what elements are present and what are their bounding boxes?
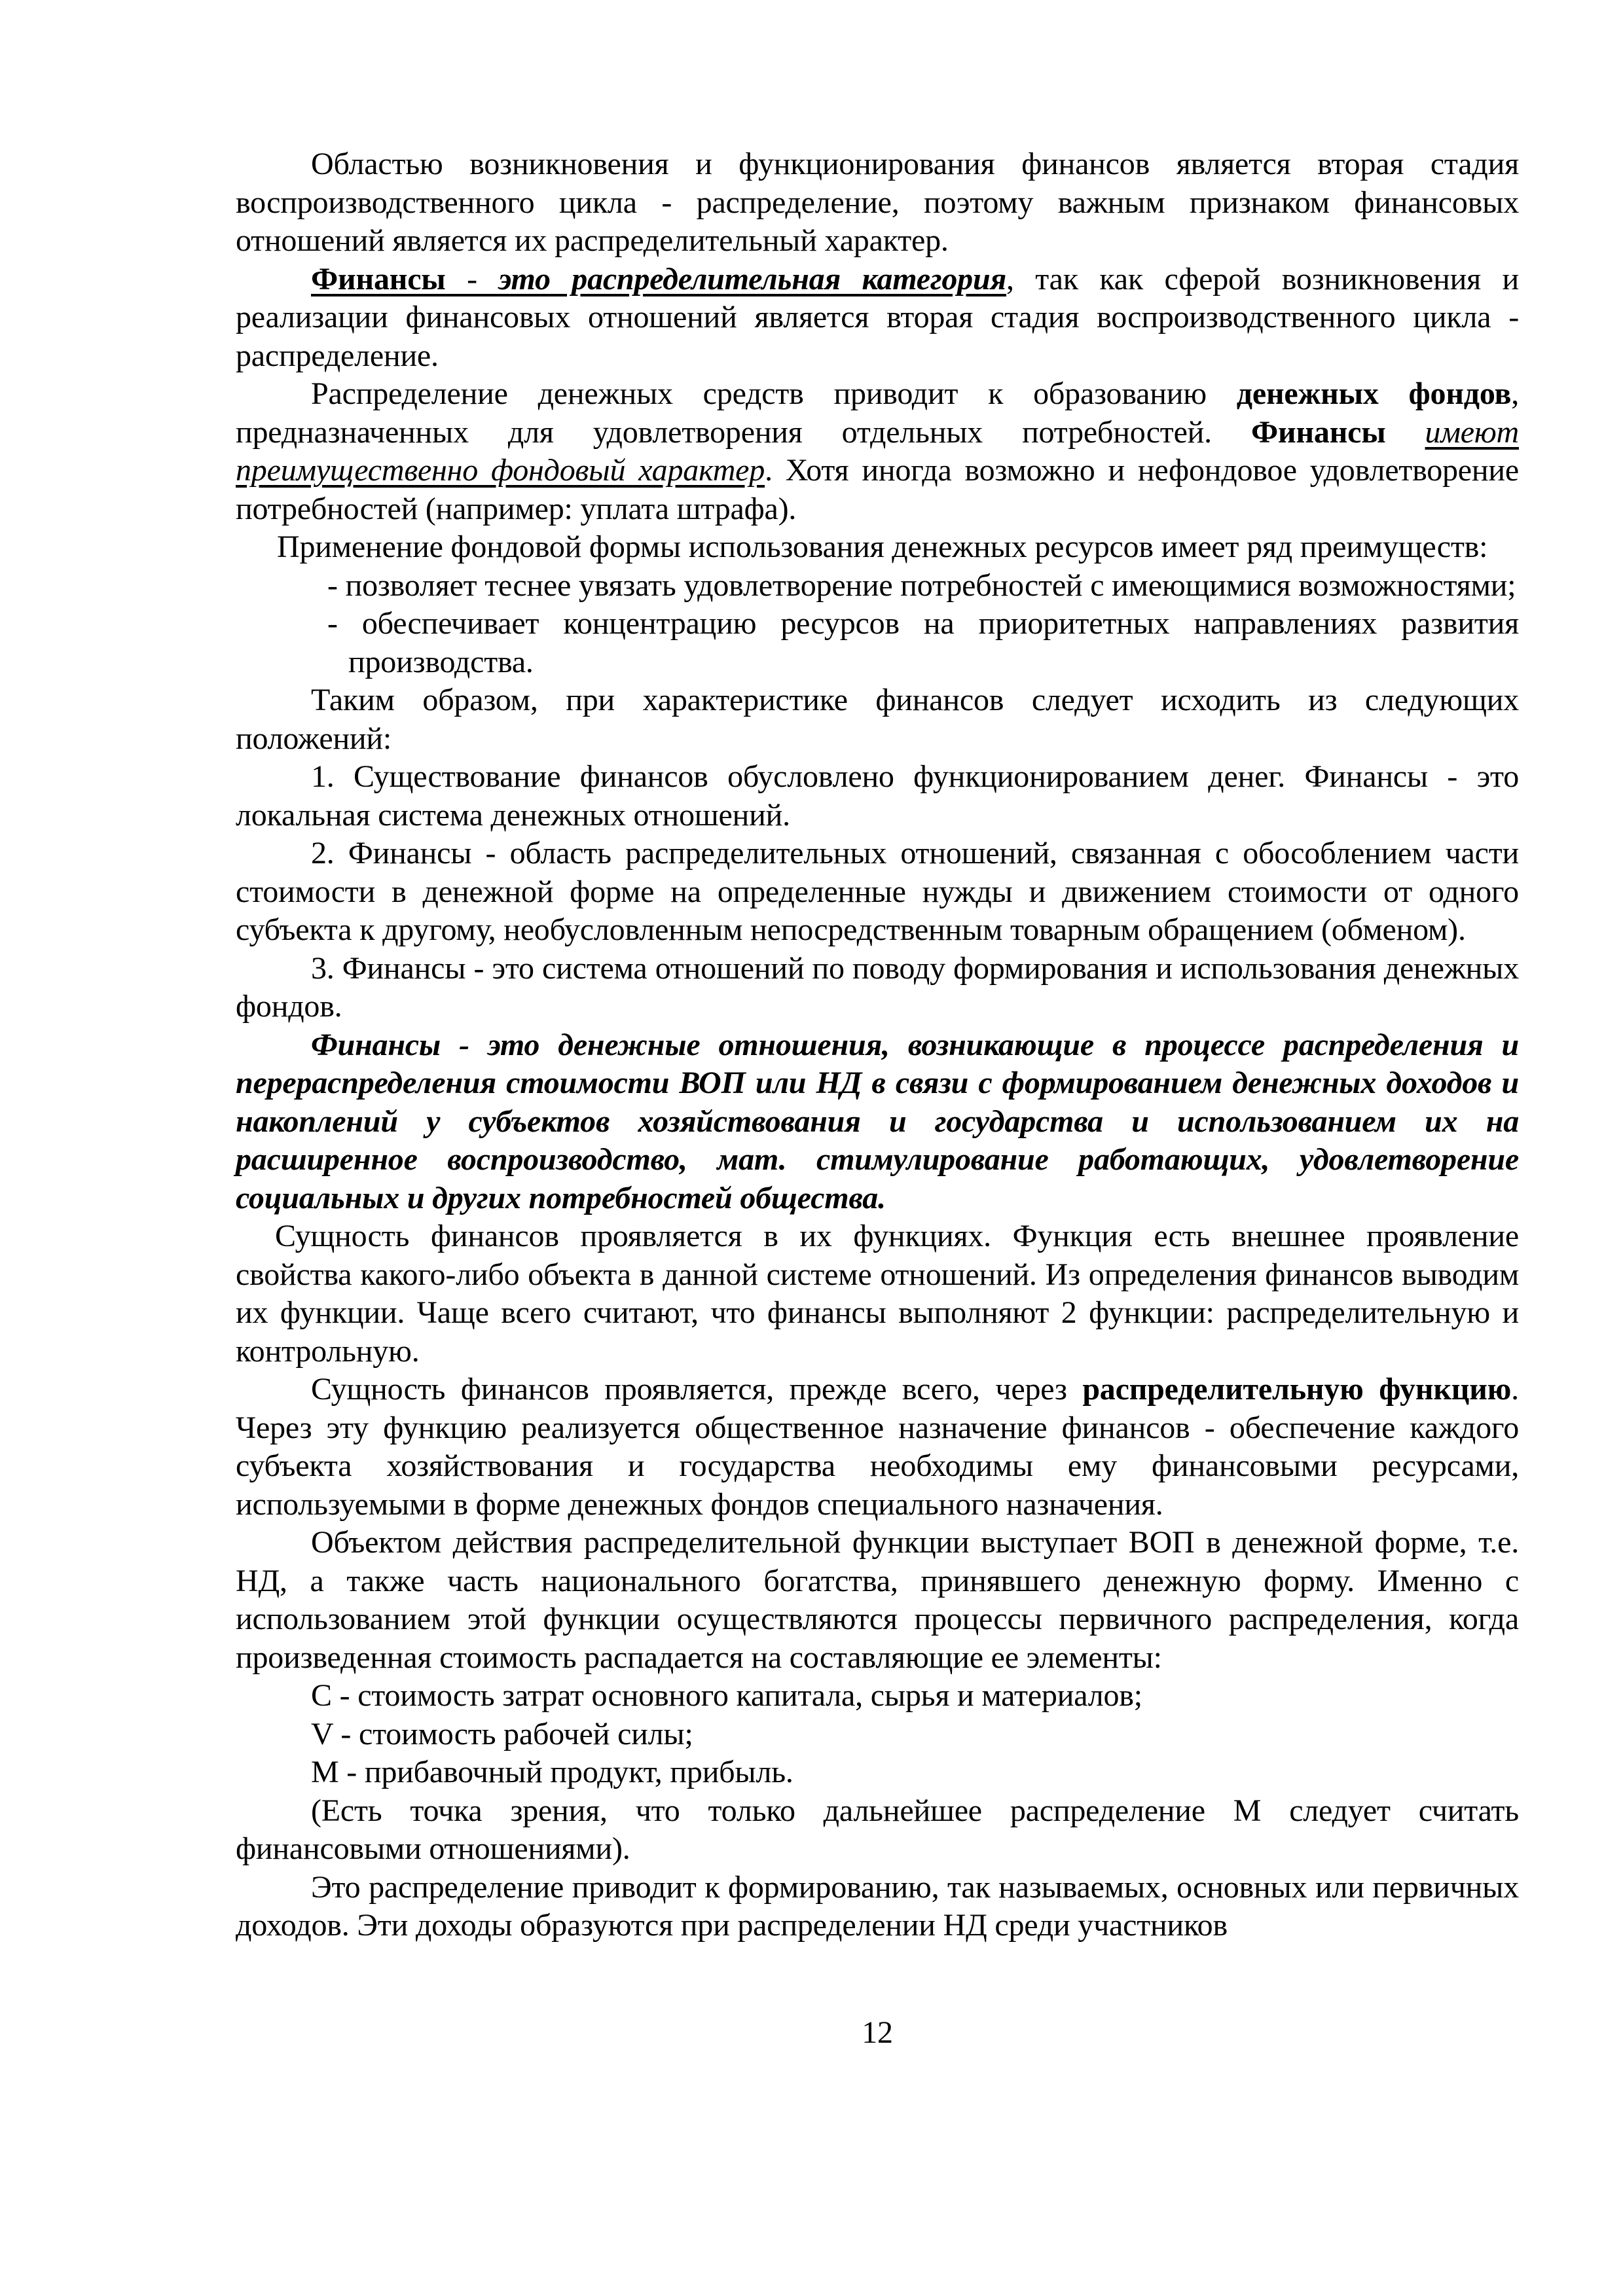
paragraph [236,1792,1519,1869]
paragraph [236,1217,1519,1371]
paragraph [236,950,1519,1026]
text-run: (Есть точка зрения, что только дальнейшее распределение М следует считать финансовыми отношениями). [236,1793,1519,1866]
text-run: . Через эту функцию реализуется общественное назначение финансов - обеспечение каждого субъекта хозяйствования и государства необходимы ему финансовыми ресурсами, используемыми в форме денежных фондов специального назначения. [236,1372,1519,1522]
text-run: Финансы [1250,414,1386,450]
paragraph [236,260,1519,376]
text-run: М - прибавочный продукт, прибыль. [311,1755,793,1789]
text-run: имеют преимущественно фондовый характер [236,414,1519,488]
paragraph [236,605,1519,681]
text-run [1386,415,1425,450]
text-run: Применение фондовой формы использования денежных ресурсов имеет ряд преимуществ: [277,529,1488,564]
paragraph [236,1524,1519,1677]
text-run: V - стоимость рабочей силы; [311,1716,693,1751]
text-run: Сущность финансов проявляется в их функциях. Функция есть внешнее проявление свойства какого-либо объекта в данной системе отношений. Из определения финансов выводим их функции. Чаще всего считают, что финансы выполняют 2 функции: распределительную и контрольную. [236,1219,1519,1369]
paragraph [236,1371,1519,1524]
text-run: , предназначенных для удовлетворения отдельных потребностей. [236,376,1519,450]
paragraph [236,145,1519,260]
text-run: Это распределение приводит к формированию, так называемых, основных или первичных доходов. Эти доходы образуются при распределении НД среди участников [236,1869,1519,1943]
paragraph [236,1869,1519,1945]
text-run: - обеспечивает концентрацию ресурсов на приоритетных направлениях развития производства. [327,606,1519,679]
paragraph [236,1677,1519,1715]
text-run: Распределение денежных средств приводит к образованию [311,376,1237,411]
text-run: - [445,261,499,296]
text-run: Финансы [311,261,446,296]
text-run: С - стоимость затрат основного капитала, сырья и материалов; [311,1678,1142,1713]
text-run: Сущность финансов проявляется, прежде всего, через [311,1372,1083,1407]
paragraph [236,1026,1519,1218]
paragraph [236,758,1519,834]
paragraph [236,567,1519,605]
text-run: 2. Финансы - область распределительных отношений, связанная с обособлением части стоимости в денежной форме на определенные нужды и движением стоимости от одного субъекта к другому, необусловленным непосредственным товарным обращением (обменом). [236,836,1519,947]
text-run: - позволяет теснее увязать удовлетворение потребностей с имеющимися возможностями; [327,567,1516,603]
text-run: 3. Финансы - это система отношений по поводу формирования и использования денежных фондов. [236,950,1519,1024]
text-run: денежных фондов [1236,376,1512,411]
text-run: . Хотя иногда возможно и нефондовое удовлетворение потребностей (например: уплата штрафа). [236,453,1519,526]
paragraph [272,528,1519,567]
paragraph [236,834,1519,950]
page-number: 12 [862,2015,893,2050]
document-body [236,145,1519,1945]
text-run: это распределительная категория [498,261,1006,296]
text-run: 1. Существование финансов обусловлено функционированием денег. Финансы - это локальная система денежных отношений. [236,759,1519,833]
paragraph [236,375,1519,528]
text-run: Областью возникновения и функционирования финансов является вторая стадия воспроизводственного цикла - распределение, поэтому важным признаком финансовых отношений является их распределительный характер. [236,147,1519,258]
text-run: Объектом действия распределительной функции выступает ВОП в денежной форме, т.е. НД, а также часть национального богатства, принявшего денежную форму. Именно с использованием этой функции осуществляются процессы первичного распределения, когда произведенная стоимость распадается на составляющие ее элементы: [236,1525,1519,1675]
text-run: Таким образом, при характеристике финансов следует исходить из следующих положений: [236,683,1519,756]
paragraph [236,1753,1519,1792]
text-run: , так как сферой возникновения и реализации финансовых отношений является вторая стадия воспроизводственного цикла - распределение. [236,261,1519,373]
paragraph [236,681,1519,758]
text-run: Финансы - это денежные отношения, возникающие в процессе распределения и перераспределения стоимости ВОП или НД в связи с формированием денежных доходов и накоплений у субъектов хозяйствования и государства и использованием их на расширенное воспроизводство, мат. стимулирование работающих, удовлетворение социальных и других потребностей общества. [236,1027,1519,1215]
text-run: распределительную функцию [1082,1372,1512,1407]
paragraph [236,1715,1519,1754]
